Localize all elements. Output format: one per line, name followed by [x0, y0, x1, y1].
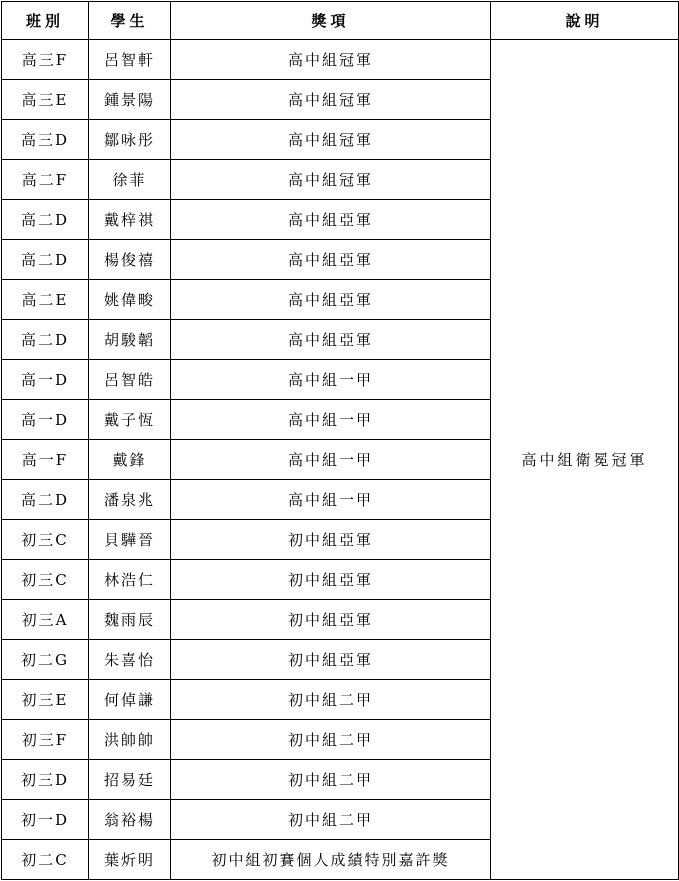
award-cell: 初中組亞軍 — [171, 560, 491, 600]
award-cell: 初中組亞軍 — [171, 640, 491, 680]
class-cell: 初三A — [2, 600, 89, 640]
header-class: 班別 — [2, 2, 89, 40]
student-cell: 貝驊晉 — [89, 520, 171, 560]
student-cell: 呂智軒 — [89, 40, 171, 80]
student-cell: 姚偉畯 — [89, 280, 171, 320]
class-cell: 初三D — [2, 760, 89, 800]
class-cell: 初三E — [2, 680, 89, 720]
class-cell: 高二D — [2, 480, 89, 520]
award-cell: 高中組一甲 — [171, 400, 491, 440]
header-student: 學生 — [89, 2, 171, 40]
student-cell: 胡駿韜 — [89, 320, 171, 360]
class-cell: 高一D — [2, 360, 89, 400]
award-cell: 高中組亞軍 — [171, 240, 491, 280]
student-cell: 鍾景陽 — [89, 80, 171, 120]
student-cell: 戴鋒 — [89, 440, 171, 480]
class-cell: 初二G — [2, 640, 89, 680]
class-cell: 初三C — [2, 520, 89, 560]
award-cell: 初中組亞軍 — [171, 600, 491, 640]
student-cell: 戴梓祺 — [89, 200, 171, 240]
award-cell: 高中組一甲 — [171, 360, 491, 400]
class-cell: 初三C — [2, 560, 89, 600]
header-award: 獎項 — [171, 2, 491, 40]
student-cell: 戴子恆 — [89, 400, 171, 440]
award-cell: 初中組二甲 — [171, 800, 491, 840]
student-cell: 翁裕楊 — [89, 800, 171, 840]
award-cell: 初中組初賽個人成績特別嘉許獎 — [171, 840, 491, 880]
class-cell: 高二D — [2, 320, 89, 360]
student-cell: 朱喜怡 — [89, 640, 171, 680]
class-cell: 高一D — [2, 400, 89, 440]
class-cell: 高二D — [2, 200, 89, 240]
student-cell: 徐菲 — [89, 160, 171, 200]
class-cell: 初一D — [2, 800, 89, 840]
student-cell: 葉炘明 — [89, 840, 171, 880]
award-cell: 高中組冠軍 — [171, 120, 491, 160]
student-cell: 林浩仁 — [89, 560, 171, 600]
header-row — [2, 2, 679, 40]
award-cell: 高中組冠軍 — [171, 80, 491, 120]
class-cell: 高二F — [2, 160, 89, 200]
award-cell: 高中組亞軍 — [171, 280, 491, 320]
student-cell: 呂智皓 — [89, 360, 171, 400]
award-cell: 高中組冠軍 — [171, 160, 491, 200]
award-cell: 高中組冠軍 — [171, 40, 491, 80]
class-cell: 初三F — [2, 720, 89, 760]
award-cell: 高中組一甲 — [171, 480, 491, 520]
class-cell: 高一F — [2, 440, 89, 480]
note-cell: 高中組衛冕冠軍 — [491, 40, 679, 880]
class-cell: 高三F — [2, 40, 89, 80]
class-cell: 高三D — [2, 120, 89, 160]
class-cell: 高二D — [2, 240, 89, 280]
table-row — [2, 40, 679, 80]
class-cell: 高三E — [2, 80, 89, 120]
award-cell: 初中組二甲 — [171, 680, 491, 720]
student-cell: 鄒咏彤 — [89, 120, 171, 160]
award-cell: 初中組二甲 — [171, 760, 491, 800]
student-cell: 魏雨辰 — [89, 600, 171, 640]
student-cell: 洪帥帥 — [89, 720, 171, 760]
student-cell: 招易廷 — [89, 760, 171, 800]
student-cell: 何倬謙 — [89, 680, 171, 720]
award-cell: 高中組一甲 — [171, 440, 491, 480]
award-cell: 高中組亞軍 — [171, 200, 491, 240]
award-cell: 高中組亞軍 — [171, 320, 491, 360]
header-note: 說明 — [491, 2, 679, 40]
awards-table — [1, 1, 679, 880]
award-cell: 初中組亞軍 — [171, 520, 491, 560]
table-body — [2, 40, 679, 880]
class-cell: 初二C — [2, 840, 89, 880]
student-cell: 楊俊禧 — [89, 240, 171, 280]
award-cell: 初中組二甲 — [171, 720, 491, 760]
table-header — [2, 2, 679, 40]
class-cell: 高二E — [2, 280, 89, 320]
student-cell: 潘泉兆 — [89, 480, 171, 520]
